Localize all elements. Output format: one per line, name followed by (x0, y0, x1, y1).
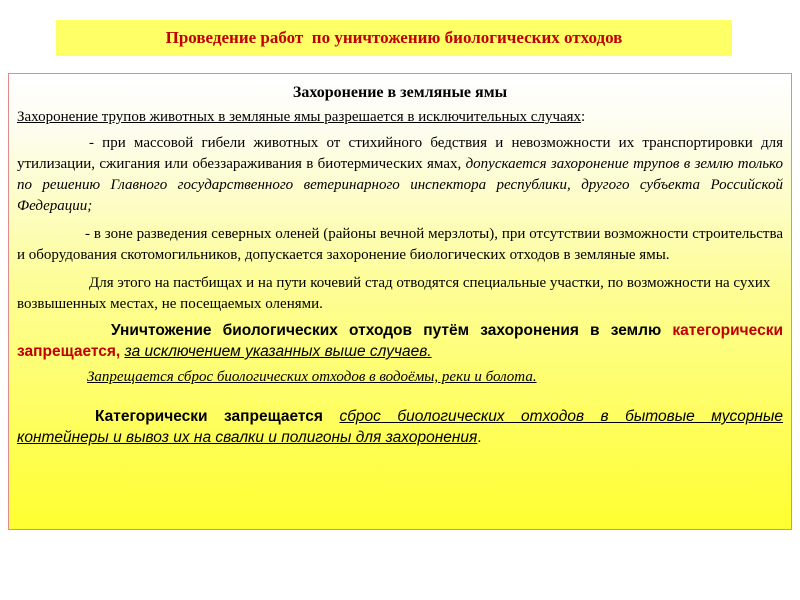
container-end: . (477, 429, 482, 446)
content-body (17, 82, 783, 448)
container-text: сброс биологических отходов в бытовые мусорные контейнеры и вывоз их на свалки и полигоны для захоронения (17, 408, 783, 446)
prohibition-red: категорически запрещается, (17, 322, 783, 360)
mass-death-text: - при массовой гибели животных от стихийного бедствия и невозможности их транспортировки для утилизации, сжигания или обеззараживания в биотермических ямах, (17, 135, 783, 172)
mass-death-italic: допускается захоронение трупов в землю только по решению Главного государственного ветеринарного инспектора республики, другого субъекта Российской Федерации; (17, 156, 784, 214)
content-card (8, 73, 792, 530)
section-heading: Захоронение в земляные ямы (292, 84, 508, 101)
mass-death-paragraph (17, 133, 783, 217)
prohibition-paragraph (17, 320, 783, 362)
intro-text: Захоронение трупов животных в земляные ямы разрешается в исключительных случаях (17, 109, 582, 125)
intro-paragraph (17, 108, 783, 127)
intro-colon: : (581, 109, 586, 125)
water-prohibition: Запрещается сброс биологических отходов в водоёмы, реки и болота. (87, 369, 537, 385)
container-bold: Категорически запрещается (95, 408, 323, 425)
prohibition-end: . (427, 343, 432, 360)
title-banner (56, 20, 732, 56)
prohibition-exception: за исключением указанных выше случаев (124, 343, 428, 360)
pasture-paragraph: Для этого на пастбищах и на пути кочевий стад отводятся специальные участки, по возможности на сухих возвышенных местах, не посещаемых оленями. (17, 275, 771, 312)
container-prohibition (17, 406, 783, 448)
page-title: Проведение работ по уничтожению биологических отходов (165, 28, 623, 47)
reindeer-paragraph: - в зоне разведения северных оленей (районы вечной мерзлоты), при отсутствии возможности строительства и оборудования скотомогильников, допускается захоронение биологических отходов в земляные ямы. (17, 226, 783, 263)
prohibition-bold: Уничтожение биологических отходов путём захоронения в землю (111, 322, 673, 339)
